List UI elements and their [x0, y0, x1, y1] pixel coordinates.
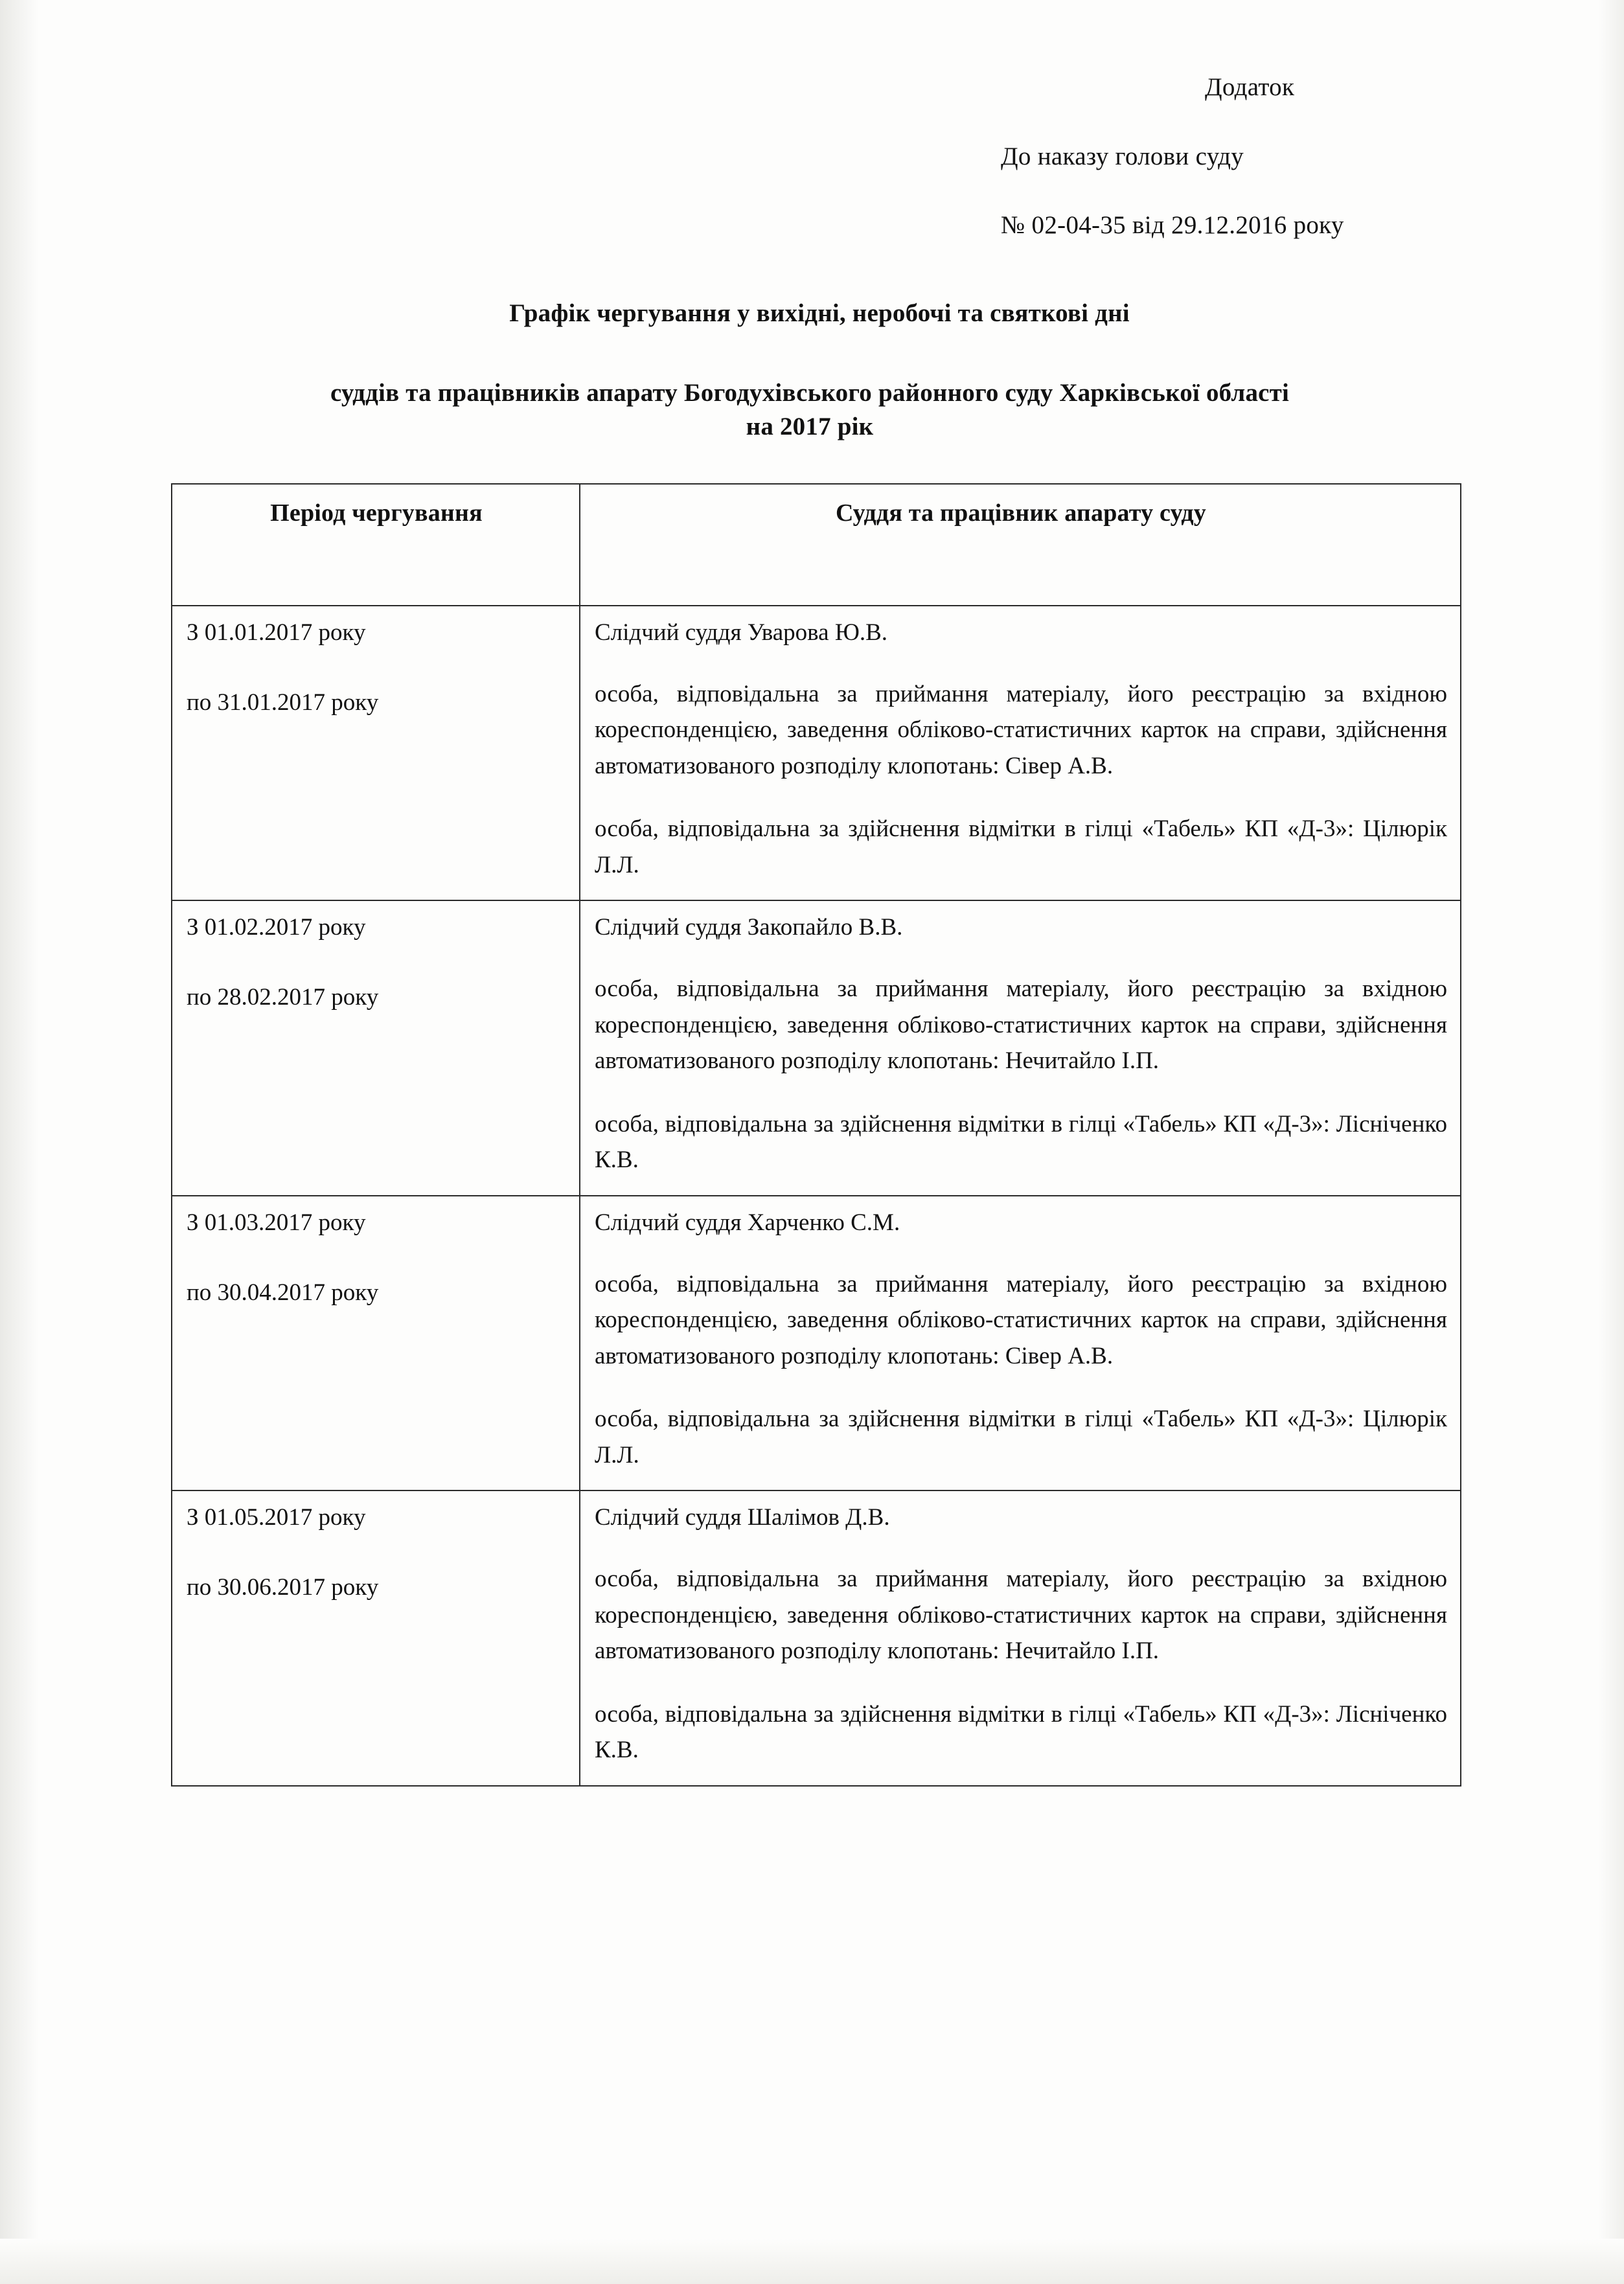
- responsible-timesheet: особа, відповідальна за здійснення відмітки в гілці «Табель» КП «Д-3»: Цілюрік Л.Л.: [595, 816, 1447, 878]
- judge-name: Слідчий суддя Шалімов Д.В.: [595, 1504, 890, 1531]
- cell-person: [580, 1196, 1461, 1490]
- judge-name: Слідчий суддя Закопайло В.В.: [595, 914, 903, 941]
- header-order-reference: До наказу голови суду: [1001, 142, 1244, 170]
- document-content: [162, 71, 1458, 1787]
- page-title-court: суддів та працівників апарату Богодухівського районного суду Харківської області: [330, 378, 1290, 407]
- judge-name: Слідчий суддя Уварова Ю.В.: [595, 619, 888, 646]
- page-title-line-1: Графік чергування у вихідні, неробочі та святкові дні: [509, 299, 1130, 328]
- header-attachment-label: Додаток: [1205, 73, 1295, 101]
- scan-edge-left: [0, 0, 39, 2284]
- period-to: по 31.01.2017 року: [187, 689, 379, 716]
- responsible-registration: особа, відповідальна за приймання матеріалу, його реєстрацію за вхідною кореспонденцією, заведення обліково-статистичних карток на справи, здійснення автоматизованого розподілу клопотань: Сівер А.В.: [595, 680, 1447, 779]
- period-from: З 01.02.2017 року: [187, 914, 366, 941]
- responsible-registration: особа, відповідальна за приймання матеріалу, його реєстрацію за вхідною кореспонденцією, заведення обліково-статистичних карток на справи, здійснення автоматизованого розподілу клопотань: Нечитайло І.П.: [595, 1566, 1447, 1665]
- period-to: по 30.04.2017 року: [187, 1279, 379, 1306]
- period-to: по 28.02.2017 року: [187, 984, 379, 1011]
- period-from: З 01.03.2017 року: [187, 1209, 366, 1236]
- responsible-registration: особа, відповідальна за приймання матеріалу, його реєстрацію за вхідною кореспонденцією, заведення обліково-статистичних карток на справи, здійснення автоматизованого розподілу клопотань: Нечитайло І.П.: [595, 976, 1447, 1075]
- cell-period: [172, 900, 580, 1195]
- cell-period: [172, 1196, 580, 1490]
- table-row: [172, 1490, 1461, 1785]
- table-row: [172, 606, 1461, 900]
- responsible-timesheet: особа, відповідальна за здійснення відмітки в гілці «Табель» КП «Д-3»: Цілюрік Л.Л.: [595, 1406, 1447, 1468]
- cell-person: [580, 900, 1461, 1195]
- cell-person: [580, 1490, 1461, 1785]
- table-row: [172, 900, 1461, 1195]
- responsible-timesheet: особа, відповідальна за здійснення відмітки в гілці «Табель» КП «Д-3»: Лісніченко К.В.: [595, 1700, 1447, 1764]
- period-from: З 01.05.2017 року: [187, 1504, 366, 1531]
- scan-edge-right: [1598, 0, 1624, 2284]
- duty-schedule-table: [171, 483, 1461, 1787]
- period-to: по 30.06.2017 року: [187, 1574, 379, 1601]
- page-title-line-2: [162, 376, 1458, 444]
- judge-name: Слідчий суддя Харченко С.М.: [595, 1209, 900, 1236]
- responsible-timesheet: особа, відповідальна за здійснення відмітки в гілці «Табель» КП «Д-3»: Лісніченко К.В.: [595, 1110, 1447, 1174]
- column-header-period: Період чергування: [172, 484, 580, 606]
- page-title-year: на 2017 рік: [746, 413, 874, 441]
- scan-edge-bottom: [0, 2239, 1624, 2284]
- period-from: З 01.01.2017 року: [187, 619, 366, 646]
- responsible-registration: особа, відповідальна за приймання матеріалу, його реєстрацію за вхідною кореспонденцією, заведення обліково-статистичних карток на справи, здійснення автоматизованого розподілу клопотань: Сівер А.В.: [595, 1270, 1447, 1369]
- table-row: [172, 1196, 1461, 1490]
- column-header-person: Суддя та працівник апарату суду: [580, 484, 1461, 606]
- cell-period: [172, 606, 580, 900]
- header-order-number: № 02-04-35 від 29.12.2016 року: [1001, 211, 1344, 240]
- table-header-row: [172, 484, 1461, 606]
- cell-person: [580, 606, 1461, 900]
- cell-period: [172, 1490, 580, 1785]
